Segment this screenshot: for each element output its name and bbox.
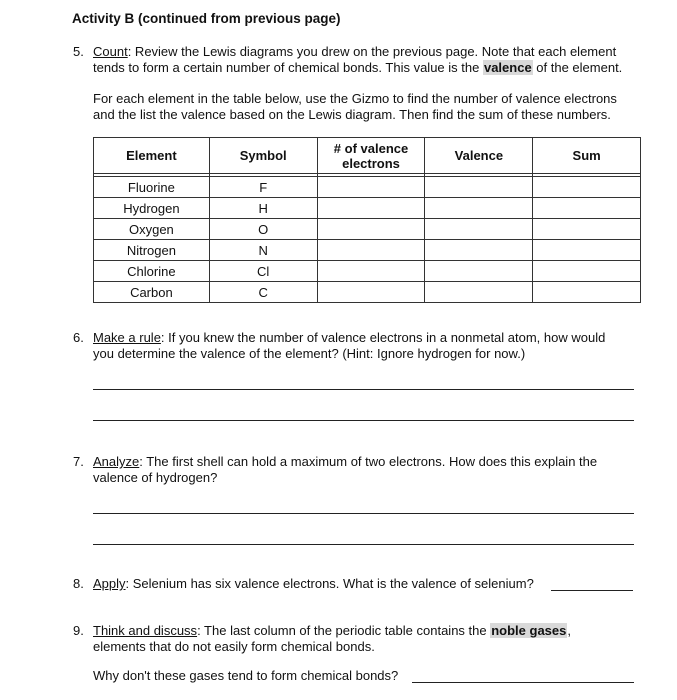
symbol-cell: Cl (209, 261, 317, 282)
valence-input[interactable] (425, 261, 533, 282)
sum-input[interactable] (533, 177, 641, 198)
q7-text-a: : The first shell can hold a maximum of two electrons. How does this explain the (139, 454, 598, 469)
q8-text-a: : Selenium has six valence electrons. What is the valence of selenium? (125, 576, 534, 591)
activity-heading: Activity B (continued from previous page) (72, 11, 341, 26)
element-cell: Carbon (94, 282, 210, 303)
q6-answer-line-1[interactable] (93, 389, 634, 390)
valence-input[interactable] (425, 282, 533, 303)
q5-text-c: of the element. (536, 60, 623, 75)
q6-answer-line-2[interactable] (93, 420, 634, 421)
q9-text-after: , (567, 623, 571, 638)
valence-electrons-input[interactable] (317, 198, 425, 219)
element-cell: Chlorine (94, 261, 210, 282)
q5-text-a: : Review the Lewis diagrams you drew on the previous page. Note that each element (127, 44, 617, 59)
q9-noble-gases-highlight: noble gases (491, 623, 567, 638)
sum-input[interactable] (533, 219, 641, 240)
symbol-cell: O (209, 219, 317, 240)
sum-input[interactable] (533, 282, 641, 303)
q8-number: 8. (73, 576, 84, 591)
q5-number: 5. (73, 44, 84, 59)
element-cell: Nitrogen (94, 240, 210, 261)
q9-text-a: : The last column of the periodic table contains the (197, 623, 487, 638)
symbol-cell: H (209, 198, 317, 219)
q6-label: Make a rule (93, 330, 161, 345)
q5-valence-highlight: valence (483, 60, 532, 75)
valence-input[interactable] (425, 240, 533, 261)
header-valence-electrons: # of valence electrons (317, 138, 425, 174)
q7-text (93, 454, 653, 486)
valence-input[interactable] (425, 177, 533, 198)
q7-answer-line-2[interactable] (93, 544, 634, 545)
q6-text-b: you determine the valence of the element? (Hint: Ignore hydrogen for now.) (93, 346, 526, 361)
header-symbol: Symbol (209, 138, 317, 174)
q7-number: 7. (73, 454, 84, 469)
header-element: Element (94, 138, 210, 174)
q9-label: Think and discuss (93, 623, 198, 638)
valence-input[interactable] (425, 198, 533, 219)
table-row (94, 240, 641, 261)
valence-electrons-input[interactable] (317, 219, 425, 240)
valence-input[interactable] (425, 219, 533, 240)
symbol-cell: F (209, 177, 317, 198)
table-header-row (94, 138, 641, 174)
element-cell: Hydrogen (94, 198, 210, 219)
q5-label: Count (93, 44, 128, 59)
table-row (94, 177, 641, 198)
symbol-cell: C (209, 282, 317, 303)
sum-input[interactable] (533, 198, 641, 219)
q5-instructions (93, 91, 653, 123)
valence-electrons-input[interactable] (317, 261, 425, 282)
q5-text (93, 44, 653, 76)
q8-text (93, 576, 534, 592)
q6-text-a: : If you knew the number of valence electrons in a nonmetal atom, how would (160, 330, 606, 345)
q9-text-b: elements that do not easily form chemical bonds. (93, 639, 375, 654)
element-cell: Fluorine (94, 177, 210, 198)
q5-instr-1: For each element in the table below, use the Gizmo to find the number of valence electrons (93, 91, 617, 106)
symbol-cell: N (209, 240, 317, 261)
valence-table (93, 137, 641, 303)
q8-label: Apply (93, 576, 126, 591)
q7-answer-line-1[interactable] (93, 513, 634, 514)
table-row (94, 261, 641, 282)
q9-question: Why don't these gases tend to form chemical bonds? (93, 668, 399, 683)
header-valence: Valence (425, 138, 533, 174)
q9-text (93, 623, 653, 655)
valence-electrons-input[interactable] (317, 282, 425, 303)
q7-label: Analyze (93, 454, 140, 469)
valence-electrons-input[interactable] (317, 177, 425, 198)
valence-electrons-input[interactable] (317, 240, 425, 261)
q6-text (93, 330, 653, 362)
element-cell: Oxygen (94, 219, 210, 240)
q9-number: 9. (73, 623, 84, 638)
q5-text-b: tends to form a certain number of chemical bonds. This value is the (93, 60, 480, 75)
sum-input[interactable] (533, 240, 641, 261)
header-sum: Sum (533, 138, 641, 174)
sum-input[interactable] (533, 261, 641, 282)
table-row (94, 282, 641, 303)
q8-answer-line[interactable] (551, 590, 633, 591)
table-row (94, 219, 641, 240)
q9-answer-line[interactable] (412, 682, 634, 683)
table-row (94, 198, 641, 219)
q5-instr-2: and the list the valence based on the Lewis diagram. Then find the sum of these numbers. (93, 107, 611, 122)
q6-number: 6. (73, 330, 84, 345)
q7-text-b: valence of hydrogen? (93, 470, 218, 485)
